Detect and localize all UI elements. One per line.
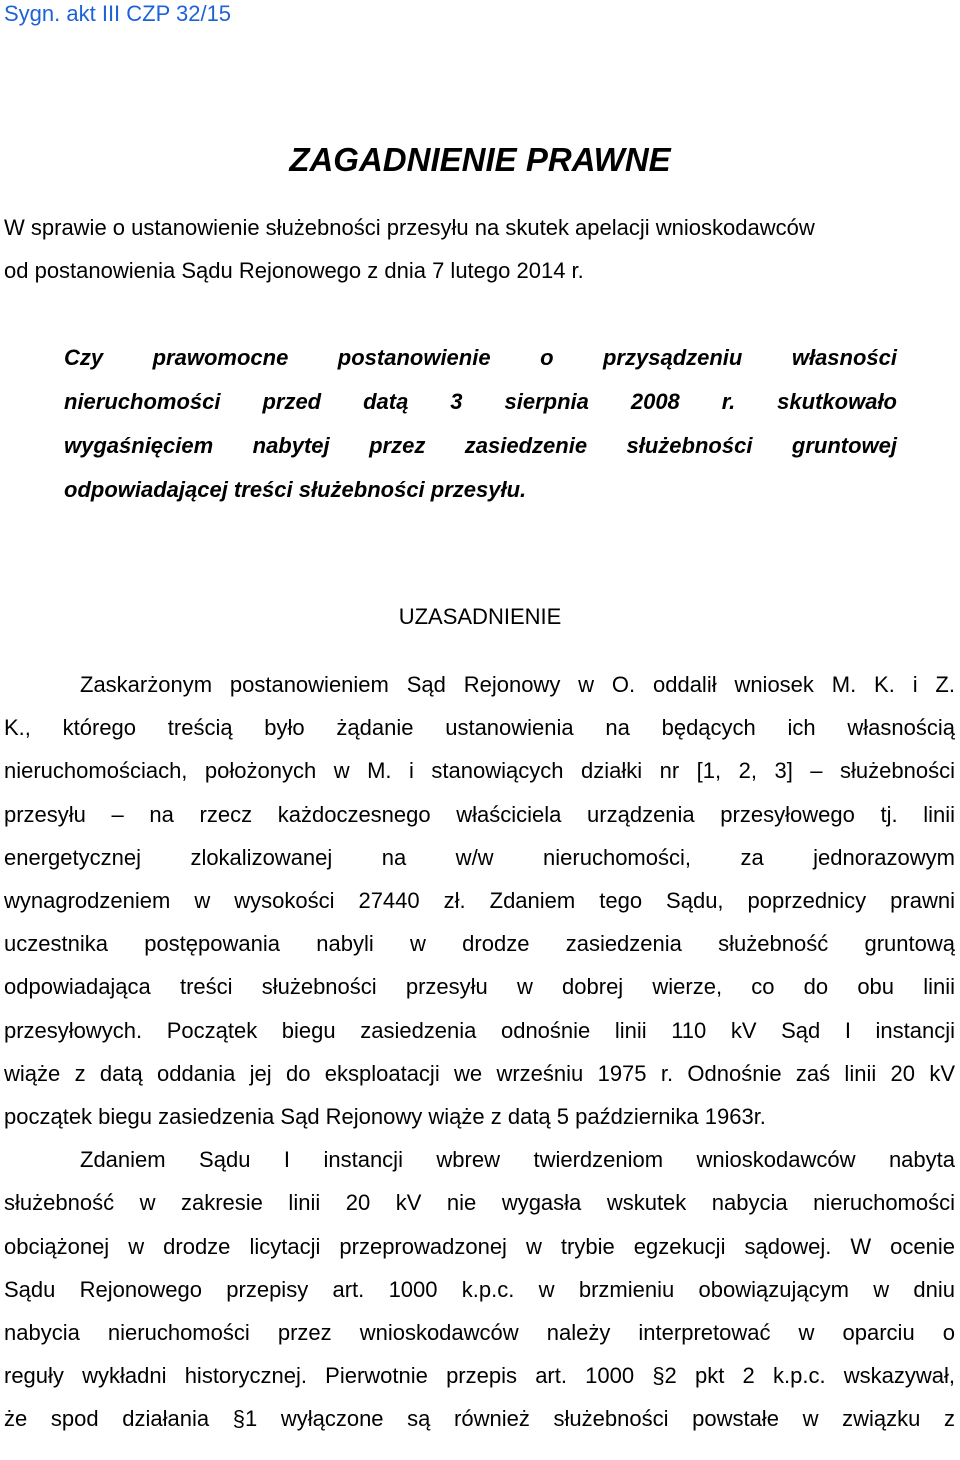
case-signature: Sygn. akt III CZP 32/15 — [4, 1, 232, 26]
intro-paragraph — [4, 206, 934, 292]
justification-line: nabycia nieruchomości przez wnioskodawców należy interpretować w oparciu o — [4, 1320, 955, 1346]
justification-line: nieruchomościach, położonych w M. i stanowiących działki nr [1, 2, 3] – służebności — [4, 758, 955, 784]
justification-line: początek biegu zasiedzenia Sąd Rejonowy wiąże z datą 5 października 1963r. — [4, 1104, 766, 1130]
justification-line: Zdaniem Sądu I instancji wbrew twierdzeniom wnioskodawców nabyta — [80, 1147, 955, 1173]
justification-line: wiąże z datą oddania jej do eksploatacji we wrześniu 1975 r. Odnośnie zaś linii 20 kV — [4, 1060, 955, 1086]
justification-line: służebność w zakresie linii 20 kV nie wygasła wskutek nabycia nieruchomości — [4, 1190, 955, 1216]
justification-line: reguły wykładni historycznej. Pierwotnie przepis art. 1000 §2 pkt 2 k.p.c. wskazywał, — [4, 1363, 955, 1389]
justification-line: przesyłu – na rzecz każdoczesnego właściciela urządzenia przesyłowego tj. linii — [4, 801, 955, 827]
justification-line: przesyłowych. Początek biegu zasiedzenia odnośnie linii 110 kV Sąd I instancji — [4, 1017, 955, 1043]
justification-line: Zaskarżonym postanowieniem Sąd Rejonowy w O. oddalił wniosek M. K. i Z. — [80, 672, 955, 697]
justification-line: odpowiadająca treści służebności przesyłu w dobrej wierze, co do obu linii — [4, 974, 955, 1000]
question-line: Czy prawomocne postanowienie o przysądzeniu własności — [64, 345, 897, 370]
justification-line: obciążonej w drodze licytacji przeprowadzonej w trybie egzekucji sądowej. W ocenie — [4, 1233, 955, 1259]
question-line: nieruchomości przed datą 3 sierpnia 2008 r. skutkowało — [64, 389, 897, 414]
justification-line: uczestnika postępowania nabyli w drodze zasiedzenia służebność gruntową — [4, 931, 955, 957]
question-line: wygaśnięciem nabytej przez zasiedzenie służebności gruntowej — [64, 433, 897, 458]
justification-line: Sądu Rejonowego przepisy art. 1000 k.p.c. w brzmieniu obowiązującym w dniu — [4, 1276, 955, 1302]
justification-line: wynagrodzeniem w wysokości 27440 zł. Zdaniem tego Sądu, poprzednicy prawni — [4, 888, 955, 914]
document-title: ZAGADNIENIE PRAWNE — [289, 141, 671, 178]
justification-body — [4, 663, 955, 1441]
intro-line: od postanowienia Sądu Rejonowego z dnia 7 lutego 2014 r. — [4, 258, 584, 283]
intro-line: W sprawie o ustanowienie służebności przesyłu na skutek apelacji wnioskodawców — [4, 215, 815, 240]
question-line: odpowiadającej treści służebności przesyłu. — [64, 477, 527, 502]
section-heading: UZASADNIENIE — [398, 604, 562, 629]
justification-line: K., którego treścią było żądanie ustanowienia na będących ich własnością — [4, 715, 955, 741]
justification-line: energetycznej zlokalizowanej na w/w nieruchomości, za jednorazowym — [4, 844, 955, 870]
legal-question — [64, 336, 897, 512]
justification-line: że spod działania §1 wyłączone są również służebności powstałe w związku z — [4, 1406, 955, 1432]
